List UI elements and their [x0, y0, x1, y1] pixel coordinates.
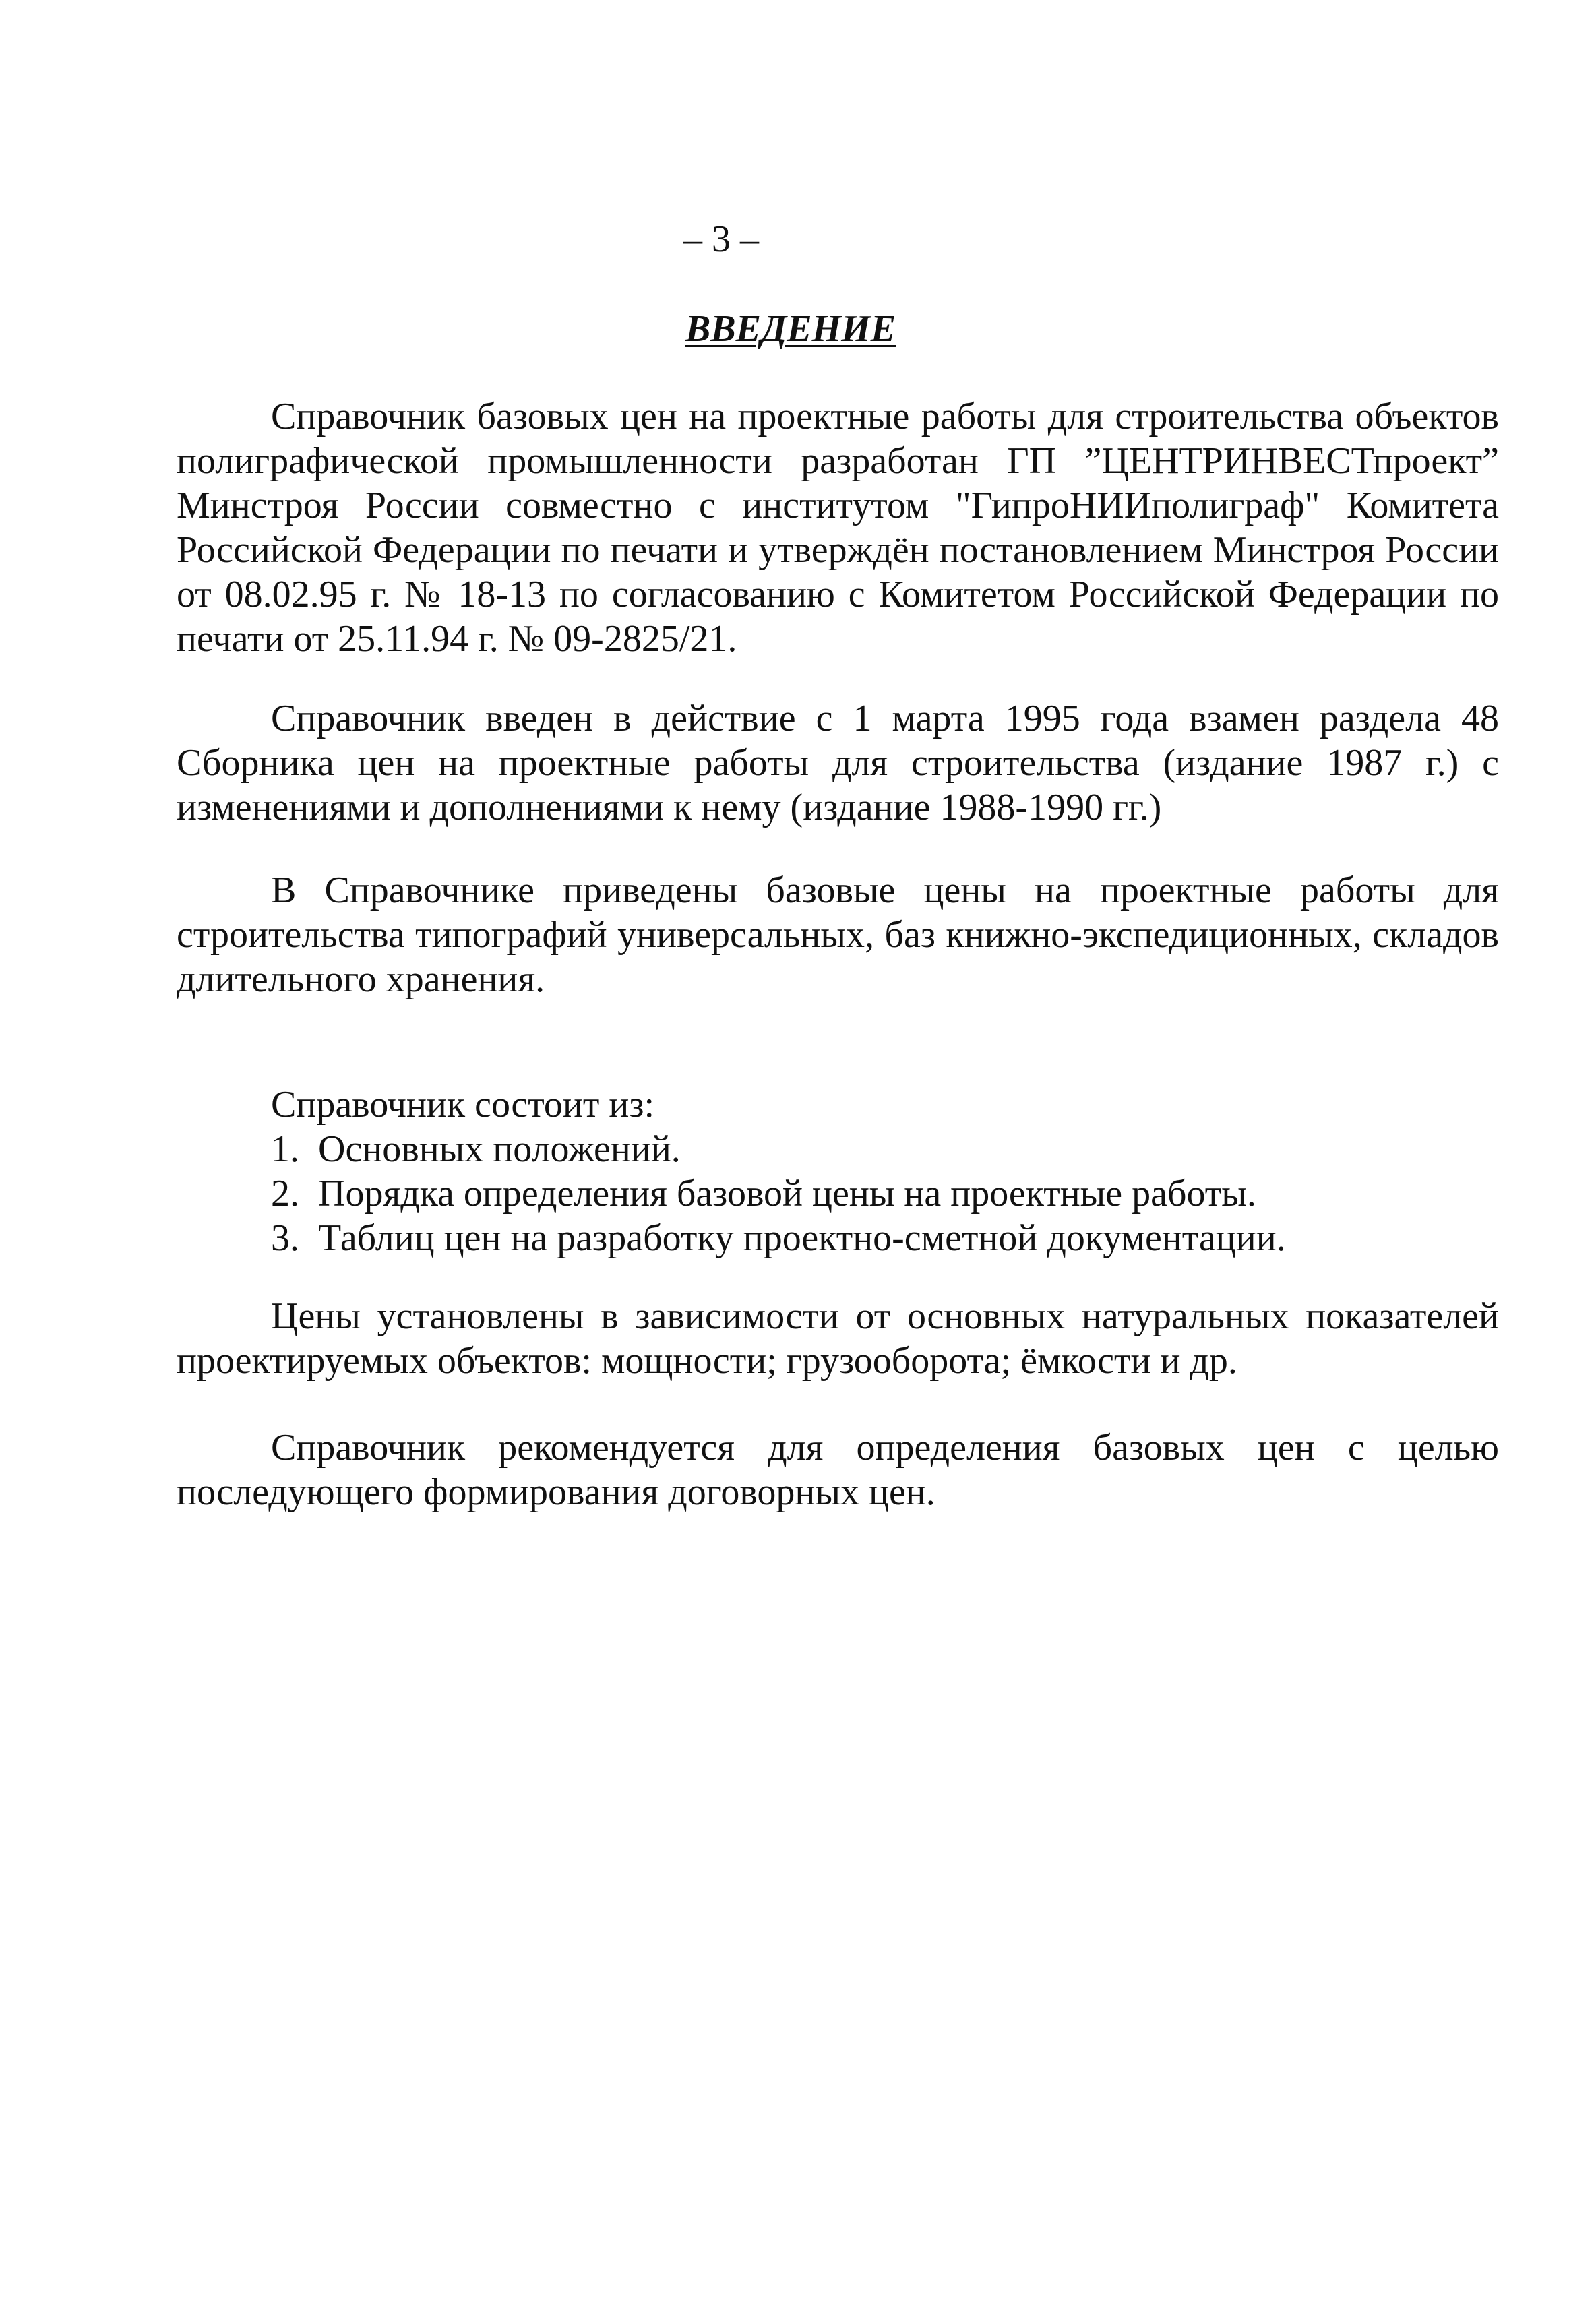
- intro-paragraph-2: Справочник введен в действие с 1 марта 1995 года взамен раздела 48 Сборника цен на проектные работы для строительства (издание 1987 г.) с изменениями и дополнениями к нему (издание 1988-1990 гг.): [177, 698, 1499, 828]
- list-item: [271, 1216, 1286, 1260]
- list-item: [271, 1171, 1286, 1216]
- list-item-number: 1.: [271, 1128, 299, 1170]
- list-item-number: 3.: [271, 1217, 299, 1259]
- list-item-text: Основных положений.: [318, 1128, 681, 1170]
- section-title-text: ВВЕДЕНИЕ: [685, 308, 896, 350]
- closing-paragraph-2: Справочник рекомендуется для определения базовых цен с целью последующего формирования договорных цен.: [177, 1427, 1499, 1513]
- intro-paragraph-3: В Справочнике приведены базовые цены на проектные работы для строительства типографий универсальных, баз книжно-экспедиционных, складов длительного хранения.: [177, 869, 1499, 1000]
- list-item-text: Порядка определения базовой цены на проектные работы.: [318, 1173, 1256, 1214]
- list-item-number: 2.: [271, 1173, 299, 1214]
- page-number: – 3 –: [683, 218, 759, 260]
- closing-paragraph-1: Цены установлены в зависимости от основных натуральных показателей проектируемых объектов: мощности; грузооборота; ёмкости и др.: [177, 1295, 1499, 1382]
- list-item-text: Таблиц цен на разработку проектно-сметной документации.: [318, 1217, 1286, 1259]
- contents-intro: Справочник состоит из:: [271, 1084, 655, 1126]
- list-item: [271, 1127, 1286, 1171]
- intro-paragraph-1: Справочник базовых цен на проектные работы для строительства объектов полиграфической промышленности разработан ГП ”ЦЕНТРИНВЕСТпроект” Минстроя России совместно с институтом "ГипроНИИполиграф" Комитета Российской Федерации по печати и утверждён постановлением Минстроя России от 08.02.95 г. № 18-13 по согласованию с Комитетом Российской Федерации по печати от 25.11.94 г. № 09-2825/21.: [177, 396, 1499, 660]
- section-title: [177, 307, 1499, 351]
- contents-list: [271, 1127, 1286, 1260]
